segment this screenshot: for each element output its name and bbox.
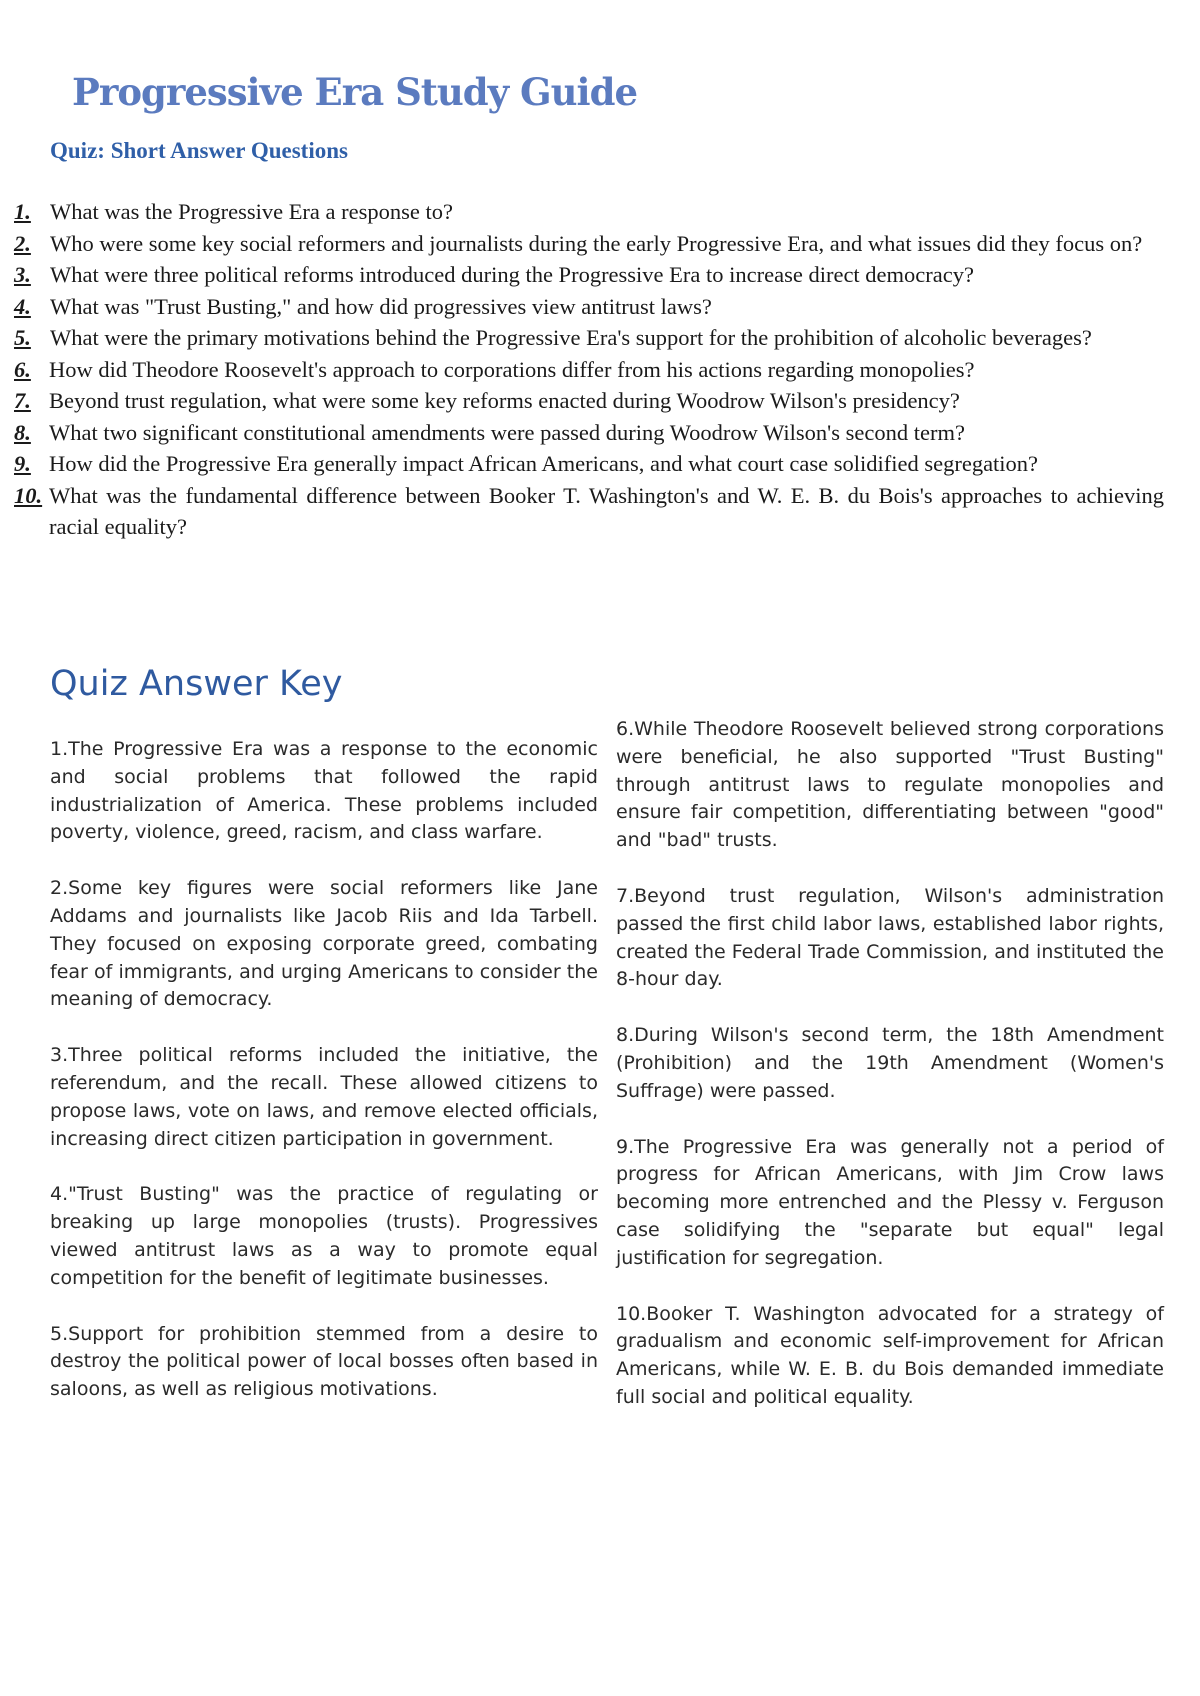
- question-item: [14, 322, 1164, 354]
- answer-paragraph: 6.While Theodore Roosevelt believed strong corporations were beneficial, he also supported "Trust Busting" through antitrust laws to regulate monopolies and ensure fair competition, differentiating between "good" and "bad" trusts.: [616, 718, 1164, 852]
- question-item: [14, 448, 1164, 480]
- question-text: What were the primary motivations behind the Progressive Era's support for the prohibition of alcoholic beverages?: [50, 325, 1092, 350]
- question-text: What were three political reforms introduced during the Progressive Era to increase direct democracy?: [50, 262, 974, 287]
- answer-column-left: [50, 736, 598, 1432]
- question-number: 1.: [14, 199, 31, 224]
- question-number: 6.: [14, 356, 31, 382]
- answer-paragraph: 3.Three political reforms included the initiative, the referendum, and the recall. These allowed citizens to propose laws, vote on laws, and remove elected officials, increasing direct citizen participation in government.: [50, 1044, 598, 1150]
- question-item: [14, 480, 1164, 543]
- question-number: 7.: [14, 388, 31, 413]
- question-text: What was the Progressive Era a response to?: [50, 199, 453, 224]
- answer-paragraph: 7.Beyond trust regulation, Wilson's administration passed the first child labor laws, established labor rights, created the Federal Trade Commission, and instituted the 8-hour day.: [616, 884, 1164, 991]
- question-text: How did Theodore Roosevelt's approach to corporations differ from his actions regarding monopolies?: [49, 356, 975, 382]
- page-title: Progressive Era Study Guide: [72, 70, 638, 114]
- question-number: 4.: [14, 293, 31, 319]
- answer-paragraph: 5.Support for prohibition stemmed from a desire to destroy the political power of local bosses often based in saloons, as well as religious motivations.: [50, 1322, 598, 1401]
- question-item: [14, 385, 1164, 417]
- question-text: Who were some key social reformers and journalists during the early Progressive Era, and what issues did they focus on?: [50, 230, 1143, 256]
- question-item: [14, 291, 1164, 323]
- question-text: What was the fundamental difference between Booker T. Washington's and W. E. B. du Bois's approaches to achieving racial equality?: [49, 482, 1164, 539]
- question-item: [14, 228, 1164, 260]
- question-number: 3.: [14, 262, 31, 287]
- question-text: What was "Trust Busting," and how did progressives view antitrust laws?: [50, 293, 712, 319]
- question-list: [14, 196, 1164, 543]
- question-number: 8.: [14, 419, 31, 445]
- question-item: [14, 417, 1164, 449]
- answer-paragraph: 10.Booker T. Washington advocated for a strategy of gradualism and economic self-improvement for African Americans, while W. E. B. du Bois demanded immediate full social and political equality.: [616, 1302, 1164, 1408]
- question-text: What two significant constitutional amendments were passed during Woodrow Wilson's second term?: [49, 419, 965, 445]
- answer-paragraph: 8.During Wilson's second term, the 18th Amendment (Prohibition) and the 19th Amendment (Women's Suffrage) were passed.: [616, 1024, 1164, 1102]
- question-number: 10.: [14, 482, 43, 508]
- answer-paragraph: 9.The Progressive Era was generally not a period of progress for African Americans, with Jim Crow laws becoming more entrenched and the Plessy v. Ferguson case solidifying the "separate but equal" legal justification for segregation.: [616, 1135, 1164, 1269]
- question-text: Beyond trust regulation, what were some key reforms enacted during Woodrow Wilson's presidency?: [49, 388, 960, 413]
- question-item: [14, 196, 1164, 228]
- question-number: 5.: [14, 325, 31, 350]
- answer-key-heading: Quiz Answer Key: [50, 664, 343, 704]
- answer-paragraph: 1.The Progressive Era was a response to the economic and social problems that followed the rapid industrialization of America. These problems included poverty, violence, greed, racism, and class warfare.: [50, 738, 598, 844]
- answer-column-right: [616, 716, 1164, 1440]
- answer-paragraph: 2.Some key figures were social reformers like Jane Addams and journalists like Jacob Riis and Ida Tarbell. They focused on exposing corporate greed, combating fear of immigrants, and urging Americans to consider the meaning of democracy.: [50, 877, 598, 1011]
- question-text: How did the Progressive Era generally impact African Americans, and what court case solidified segregation?: [49, 451, 1039, 476]
- question-number: 2.: [14, 230, 31, 256]
- answer-paragraph: 4."Trust Busting" was the practice of regulating or breaking up large monopolies (trusts). Progressives viewed antitrust laws as a way to promote equal competition for the benefit of legitimate businesses.: [50, 1183, 598, 1289]
- quiz-subtitle: Quiz: Short Answer Questions: [50, 138, 348, 163]
- question-number: 9.: [14, 451, 31, 476]
- question-item: [14, 259, 1164, 291]
- question-item: [14, 354, 1164, 386]
